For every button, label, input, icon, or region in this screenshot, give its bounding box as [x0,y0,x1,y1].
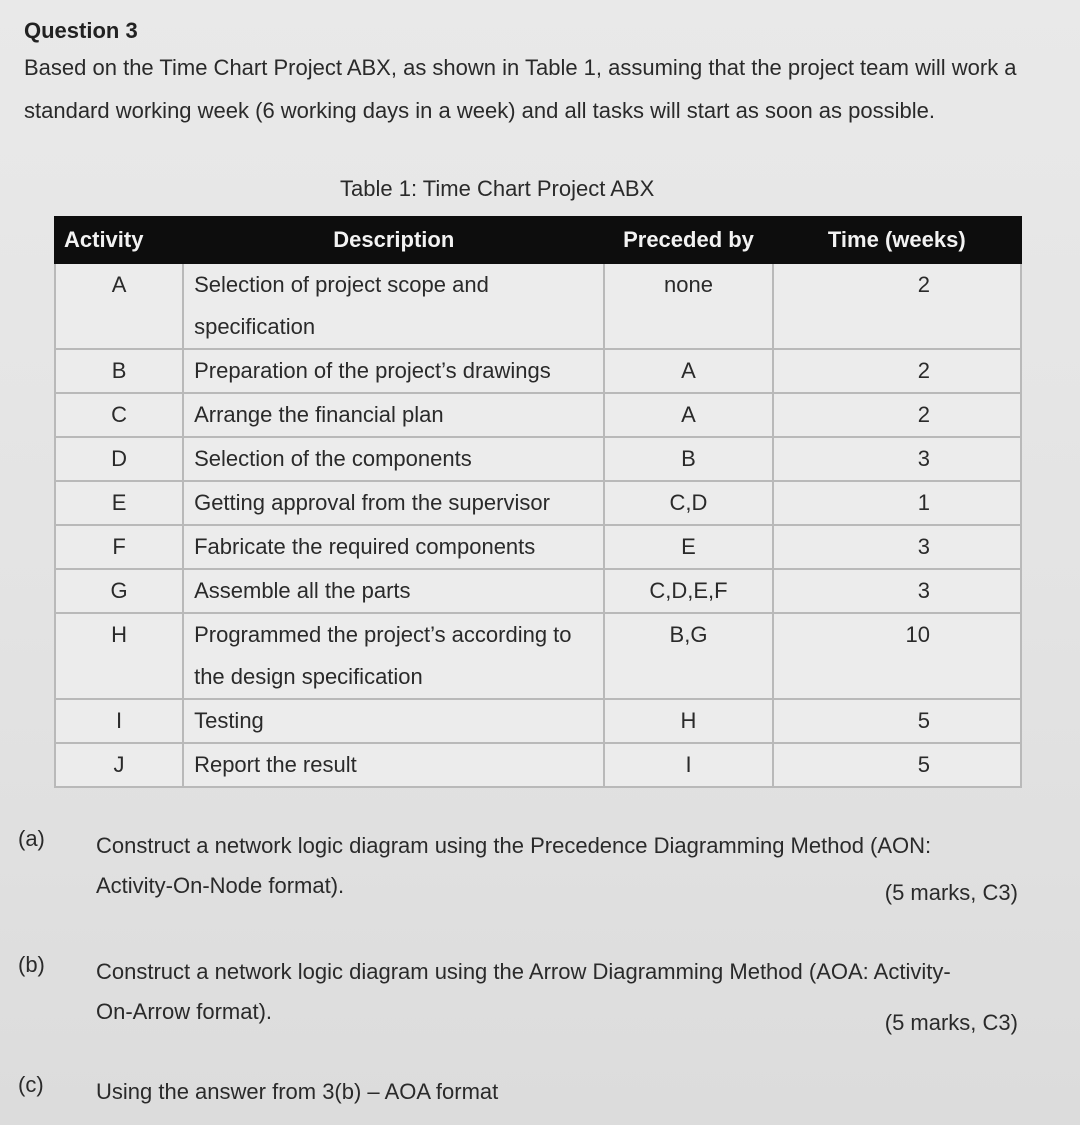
part-b-marks: (5 marks, C3) [884,1010,1018,1035]
cell-preceded-by: C,D,E,F [604,569,772,613]
cell-preceded-by: none [604,263,772,349]
cell-description: Preparation of the project’s drawings [183,349,604,393]
cell-description: Getting approval from the supervisor [183,481,604,525]
table-row [55,263,1021,349]
cell-preceded-by: E [604,525,772,569]
table-row [55,613,1021,699]
cell-description [183,263,604,349]
cell-time: 2 [773,263,1021,349]
table-row [55,569,1021,613]
cell-time: 2 [773,393,1021,437]
description-line: specification [194,314,316,339]
table-row [55,393,1021,437]
cell-activity: I [55,699,183,743]
part-a [18,826,1038,916]
header-time: Time (weeks) [773,217,1021,263]
part-b-text: Construct a network logic diagram using the Arrow Diagramming Method (AOA: Activity-On-Arrow format). [96,959,951,1024]
cell-time: 2 [773,349,1021,393]
cell-time: 3 [773,569,1021,613]
part-c-label: (c) [18,1072,44,1097]
cell-preceded-by: C,D [604,481,772,525]
header-description: Description [183,217,604,263]
cell-activity: A [55,263,183,349]
cell-time: 1 [773,481,1021,525]
cell-preceded-by: B [604,437,772,481]
part-b-label: (b) [18,952,45,977]
cell-preceded-by: I [604,743,772,787]
cell-time: 3 [773,437,1021,481]
header-preceded-by: Preceded by [604,217,772,263]
table-row [55,349,1021,393]
description-line: the design specification [194,664,423,689]
cell-activity: C [55,393,183,437]
table-row [55,699,1021,743]
part-a-marks: (5 marks, C3) [884,880,1018,905]
header-activity: Activity [55,217,183,263]
part-c [18,1072,1038,1112]
cell-description: Assemble all the parts [183,569,604,613]
cell-activity: F [55,525,183,569]
cell-description: Selection of the components [183,437,604,481]
table-row [55,481,1021,525]
part-a-text: Construct a network logic diagram using the Precedence Diagramming Method (AON: Activity-On-Node format). [96,833,932,898]
cell-preceded-by: A [604,349,772,393]
table-row [55,525,1021,569]
part-c-text: Using the answer from 3(b) – AOA format [96,1079,499,1104]
description-line: Programmed the project’s according to [194,622,572,647]
question-intro: Based on the Time Chart Project ABX, as shown in Table 1, assuming that the project team will work a standard working week (6 working days in a week) and all tasks will start as soon as possible. [24,55,1017,123]
cell-description: Arrange the financial plan [183,393,604,437]
table-header-row [55,217,1021,263]
cell-description: Report the result [183,743,604,787]
part-a-label: (a) [18,826,45,851]
time-chart-table [54,216,1022,788]
cell-time: 10 [773,613,1021,699]
cell-description [183,613,604,699]
cell-time: 5 [773,699,1021,743]
table-caption: Table 1: Time Chart Project ABX [340,176,655,201]
cell-preceded-by: B,G [604,613,772,699]
cell-preceded-by: H [604,699,772,743]
cell-activity: E [55,481,183,525]
description-line: Selection of project scope and [194,272,489,297]
cell-preceded-by: A [604,393,772,437]
table-row [55,743,1021,787]
cell-time: 5 [773,743,1021,787]
cell-description: Testing [183,699,604,743]
cell-activity: G [55,569,183,613]
cell-activity: J [55,743,183,787]
cell-activity: B [55,349,183,393]
cell-activity: H [55,613,183,699]
question-title: Question 3 [24,18,138,43]
cell-description: Fabricate the required components [183,525,604,569]
table-row [55,437,1021,481]
cell-time: 3 [773,525,1021,569]
cell-activity: D [55,437,183,481]
part-b [18,952,1038,1042]
